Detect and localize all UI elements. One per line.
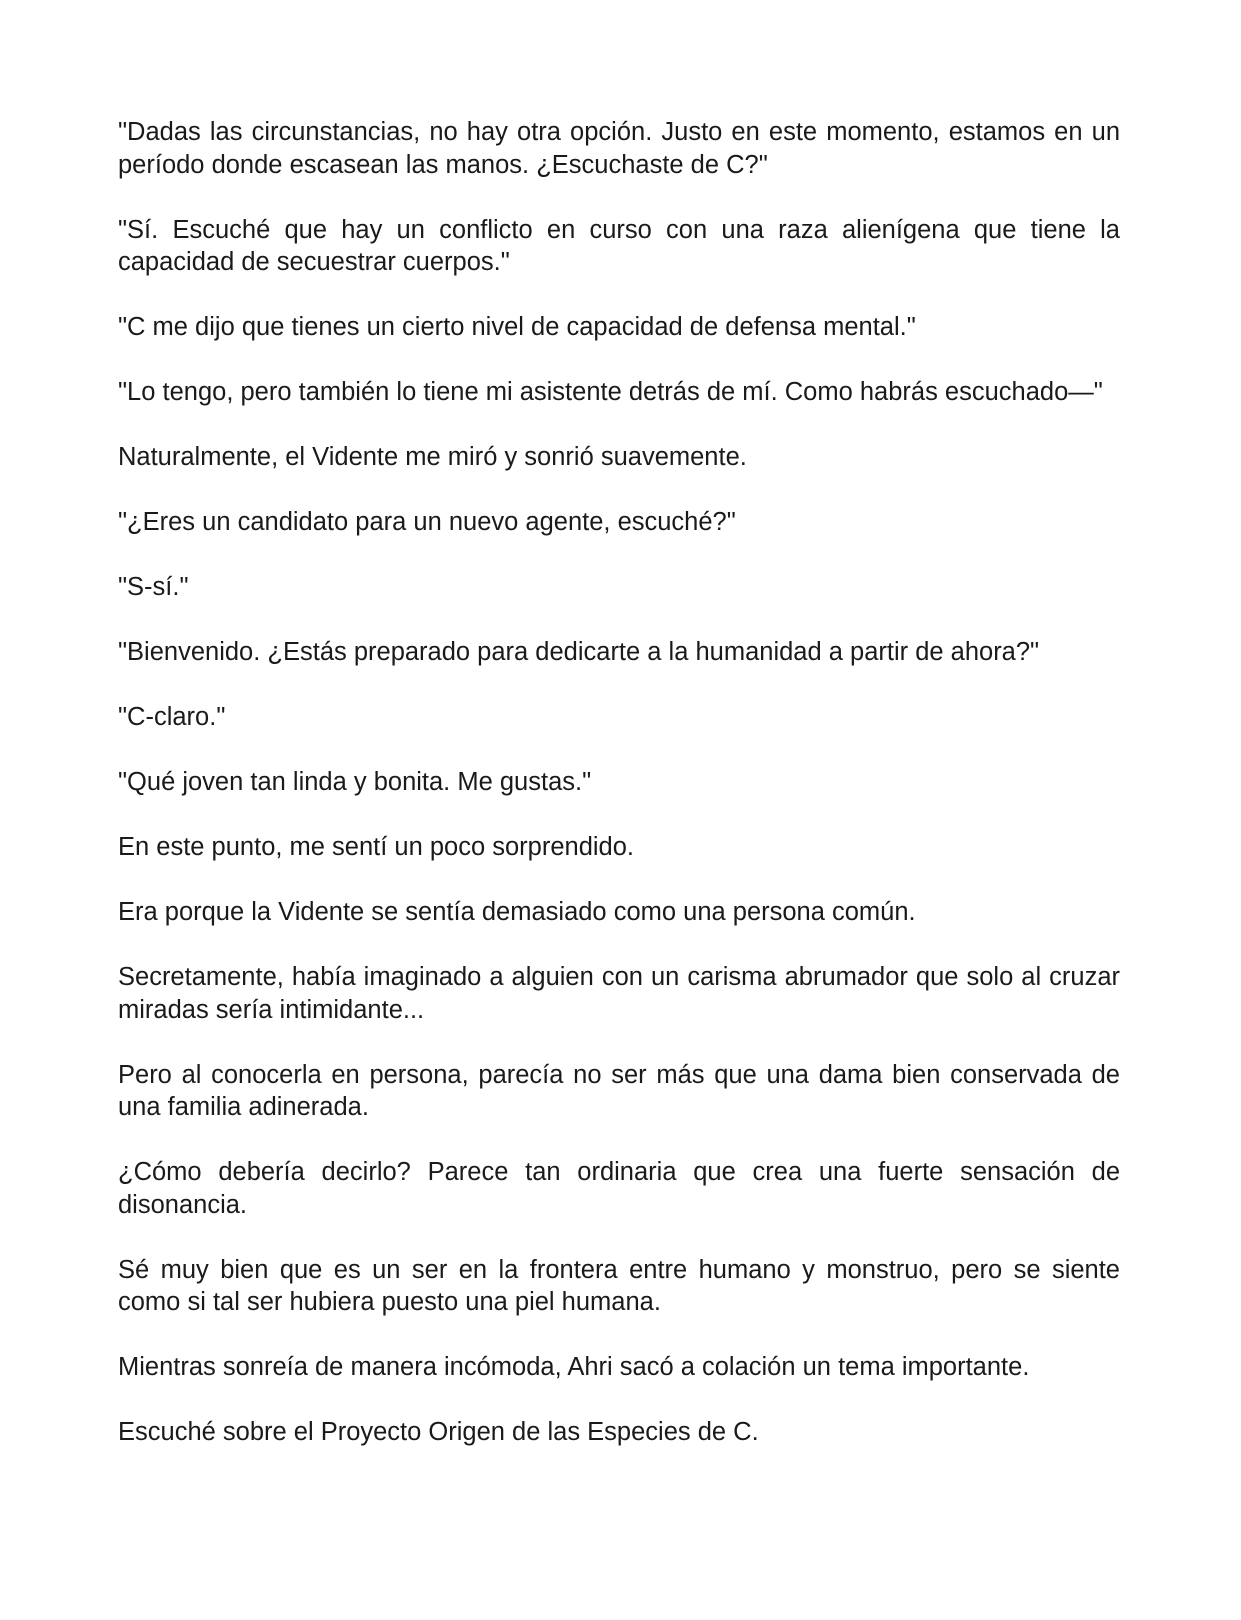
- paragraph-10: "Qué joven tan linda y bonita. Me gustas.": [118, 768, 592, 796]
- paragraph-6: "¿Eres un candidato para un nuevo agente, escuché?": [118, 508, 736, 536]
- paragraph-16: Sé muy bien que es un ser en la frontera entre humano y monstruo, pero se siente como si tal ser hubiera puesto una piel humana.: [118, 1255, 1120, 1316]
- paragraph-12: Era porque la Vidente se sentía demasiado como una persona común.: [118, 898, 916, 926]
- paragraph-8: "Bienvenido. ¿Estás preparado para dedicarte a la humanidad a partir de ahora?": [118, 638, 1040, 666]
- paragraph-9: "C-claro.": [118, 703, 226, 731]
- paragraph-5: Naturalmente, el Vidente me miró y sonrió suavemente.: [118, 443, 747, 471]
- paragraph-3: "C me dijo que tienes un cierto nivel de capacidad de defensa mental.": [118, 313, 916, 341]
- paragraph-11: En este punto, me sentí un poco sorprendido.: [118, 833, 635, 861]
- paragraph-4: "Lo tengo, pero también lo tiene mi asistente detrás de mí. Como habrás escuchado—": [118, 378, 1103, 406]
- paragraph-13: Secretamente, había imaginado a alguien con un carisma abrumador que solo al cruzar miradas sería intimidante...: [118, 963, 1120, 1024]
- paragraph-2: "Sí. Escuché que hay un conflicto en curso con una raza alienígena que tiene la capacidad de secuestrar cuerpos.": [118, 215, 1120, 276]
- paragraph-15: ¿Cómo debería decirlo? Parece tan ordinaria que crea una fuerte sensación de disonancia.: [118, 1158, 1120, 1219]
- paragraph-17: Mientras sonreía de manera incómoda, Ahri sacó a colación un tema importante.: [118, 1353, 1030, 1381]
- paragraph-14: Pero al conocerla en persona, parecía no ser más que una dama bien conservada de una familia adinerada.: [118, 1060, 1120, 1121]
- paragraph-18: Escuché sobre el Proyecto Origen de las Especies de C.: [118, 1418, 759, 1446]
- paragraph-1: "Dadas las circunstancias, no hay otra opción. Justo en este momento, estamos en un período donde escasean las manos. ¿Escuchaste de C?": [118, 118, 1120, 179]
- document-page: [118, 116, 1120, 1481]
- paragraph-7: "S-sí.": [118, 573, 189, 601]
